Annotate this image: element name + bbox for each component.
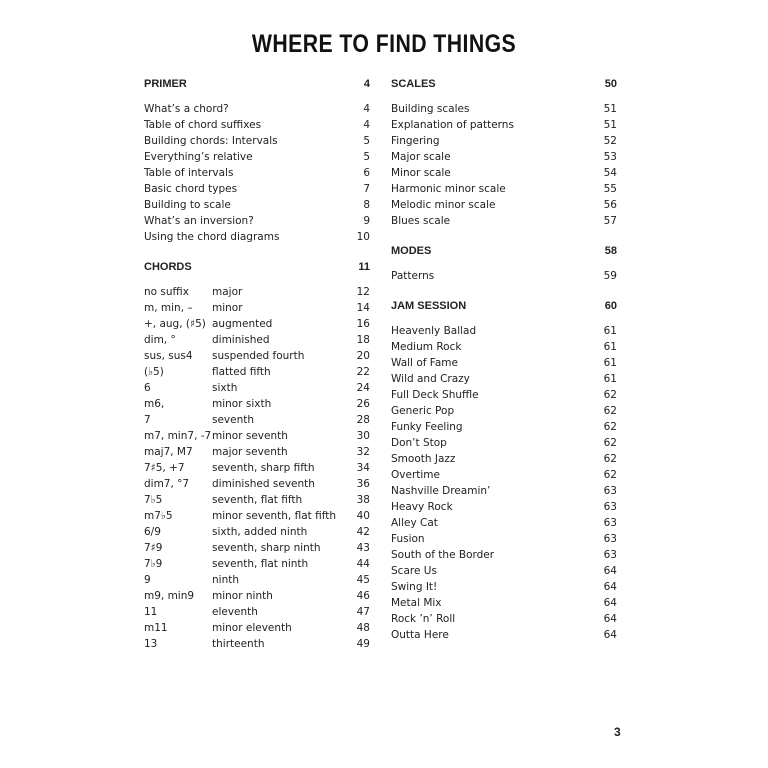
chord-entry: [144, 604, 370, 620]
toc-entry: [391, 595, 617, 611]
toc-entry: [144, 181, 370, 197]
chord-name: seventh, sharp ninth: [212, 542, 321, 554]
entry-label: Don’t Stop: [391, 437, 447, 449]
toc-entry: [144, 213, 370, 229]
chords-list: [144, 284, 370, 652]
entry-page: 48: [356, 622, 370, 634]
chord-suffix: dim, °: [144, 334, 176, 346]
entry-label: Major scale: [391, 151, 451, 163]
entry-label: Rock ’n’ Roll: [391, 613, 456, 625]
entry-label: Patterns: [391, 270, 435, 282]
entry-page: 63: [603, 533, 617, 545]
chord-entry: [144, 556, 370, 572]
entry-page: 54: [603, 167, 617, 179]
toc-entry: [391, 451, 617, 467]
entry-page: 18: [356, 334, 370, 346]
chord-entry: [144, 460, 370, 476]
entry-page: 7: [363, 183, 370, 195]
toc-entry: [391, 165, 617, 181]
chord-suffix: 7: [144, 414, 151, 426]
section-heading-primer: [144, 76, 370, 92]
chord-suffix: maj7, M7: [144, 446, 193, 458]
toc-entry: [391, 531, 617, 547]
entry-page: 62: [603, 469, 617, 481]
toc-entry: [391, 419, 617, 435]
section-title: CHORDS: [144, 261, 192, 273]
section-heading-jam-session: [391, 298, 617, 314]
chord-entry: [144, 348, 370, 364]
entry-page: 64: [603, 629, 617, 641]
section-page: 11: [358, 261, 370, 273]
chord-suffix: m, min, –: [144, 302, 193, 314]
toc-entry: [391, 403, 617, 419]
chord-entry: [144, 428, 370, 444]
section-heading-scales: [391, 76, 617, 92]
entry-page: 10: [356, 231, 370, 243]
chord-entry: [144, 572, 370, 588]
entry-label: Fusion: [391, 533, 425, 545]
entry-page: 64: [603, 581, 617, 593]
entry-label: Minor scale: [391, 167, 451, 179]
entry-label: What’s a chord?: [144, 103, 229, 115]
entry-label: Alley Cat: [391, 517, 438, 529]
entry-label: Generic Pop: [391, 405, 455, 417]
entry-label: Explanation of patterns: [391, 119, 514, 131]
entry-page: 51: [603, 103, 617, 115]
entry-page: 42: [356, 526, 370, 538]
toc-entry: [391, 133, 617, 149]
toc-entry: [391, 323, 617, 339]
toc-entry: [391, 149, 617, 165]
chord-entry: [144, 444, 370, 460]
chord-entry: [144, 492, 370, 508]
chord-suffix: 6: [144, 382, 151, 394]
entry-page: 20: [356, 350, 370, 362]
entry-label: Table of chord suffixes: [144, 119, 262, 131]
entry-label: Harmonic minor scale: [391, 183, 506, 195]
toc-entry: [391, 483, 617, 499]
chord-suffix: 7♭9: [144, 558, 163, 570]
toc-entry: [391, 435, 617, 451]
chord-suffix: m6,: [144, 398, 165, 410]
chord-name: major: [212, 286, 243, 298]
toc-entry: [391, 467, 617, 483]
chord-suffix: +, aug, (♯5): [144, 318, 206, 330]
entry-label: Smooth Jazz: [391, 453, 456, 465]
chord-name: thirteenth: [212, 638, 265, 650]
chord-entry: [144, 636, 370, 652]
entry-page: 63: [603, 517, 617, 529]
entry-label: Overtime: [391, 469, 440, 481]
chord-entry: [144, 332, 370, 348]
chord-name: minor: [212, 302, 243, 314]
chord-name: sixth: [212, 382, 238, 394]
entry-label: Medium Rock: [391, 341, 462, 353]
entry-page: 49: [356, 638, 370, 650]
jam-session-list: [391, 323, 617, 643]
chord-name: sixth, added ninth: [212, 526, 308, 538]
entry-label: South of the Border: [391, 549, 495, 561]
toc-entry: [391, 499, 617, 515]
chord-name: seventh: [212, 414, 255, 426]
chord-suffix: 9: [144, 574, 151, 586]
chord-suffix: m7♭5: [144, 510, 173, 522]
entry-label: Table of intervals: [144, 167, 234, 179]
toc-right-column: [391, 76, 617, 643]
chord-name: flatted fifth: [212, 366, 271, 378]
entry-page: 16: [356, 318, 370, 330]
entry-page: 38: [356, 494, 370, 506]
entry-page: 43: [356, 542, 370, 554]
entry-page: 61: [603, 357, 617, 369]
entry-label: Scare Us: [391, 565, 437, 577]
entry-label: Everything’s relative: [144, 151, 253, 163]
primer-list: [144, 101, 370, 245]
chord-suffix: 13: [144, 638, 158, 650]
entry-page: 40: [356, 510, 370, 522]
entry-page: 24: [356, 382, 370, 394]
entry-page: 36: [356, 478, 370, 490]
toc-entry: [391, 563, 617, 579]
chord-suffix: m11: [144, 622, 168, 634]
chord-name: suspended fourth: [212, 350, 305, 362]
entry-page: 64: [603, 565, 617, 577]
section-heading-chords: [144, 259, 370, 275]
entry-page: 32: [356, 446, 370, 458]
entry-page: 63: [603, 501, 617, 513]
toc-entry: [391, 547, 617, 563]
toc-entry: [144, 133, 370, 149]
entry-page: 57: [603, 215, 617, 227]
chord-name: minor seventh: [212, 430, 288, 442]
entry-label: Fingering: [391, 135, 440, 147]
chord-entry: [144, 508, 370, 524]
entry-page: 44: [356, 558, 370, 570]
chord-suffix: 7♯9: [144, 542, 163, 554]
chord-entry: [144, 412, 370, 428]
entry-label: Nashville Dreamin’: [391, 485, 491, 497]
entry-page: 47: [356, 606, 370, 618]
chord-suffix: 11: [144, 606, 158, 618]
entry-page: 59: [603, 270, 617, 282]
toc-entry: [144, 229, 370, 245]
toc-entry: [391, 371, 617, 387]
entry-page: 62: [603, 421, 617, 433]
toc-entry: [144, 149, 370, 165]
chord-suffix: 6/9: [144, 526, 161, 538]
toc-entry: [391, 213, 617, 229]
chord-entry: [144, 476, 370, 492]
entry-label: Swing It!: [391, 581, 438, 593]
chord-suffix: sus, sus4: [144, 350, 193, 362]
section-title: PRIMER: [144, 78, 187, 90]
toc-entry: [144, 101, 370, 117]
section-title: JAM SESSION: [391, 300, 467, 312]
scales-list: [391, 101, 617, 229]
entry-page: 12: [356, 286, 370, 298]
chord-entry: [144, 524, 370, 540]
toc-entry: [391, 181, 617, 197]
entry-page: 46: [356, 590, 370, 602]
chord-name: seventh, sharp fifth: [212, 462, 315, 474]
section-title: MODES: [391, 245, 432, 257]
toc-entry: [144, 117, 370, 133]
entry-page: 55: [603, 183, 617, 195]
section-page: 60: [604, 300, 617, 312]
entry-label: Heavy Rock: [391, 501, 453, 513]
chord-entry: [144, 540, 370, 556]
section-page: 50: [604, 78, 617, 90]
entry-label: Wild and Crazy: [391, 373, 470, 385]
chord-suffix: 7♭5: [144, 494, 163, 506]
chord-entry: [144, 364, 370, 380]
chord-entry: [144, 284, 370, 300]
entry-page: 62: [603, 453, 617, 465]
entry-page: 52: [603, 135, 617, 147]
entry-label: Funky Feeling: [391, 421, 463, 433]
chord-entry: [144, 380, 370, 396]
entry-label: Wall of Fame: [391, 357, 458, 369]
chord-name: augmented: [212, 318, 273, 330]
entry-label: Heavenly Ballad: [391, 325, 477, 337]
modes-list: [391, 268, 617, 284]
toc-entry: [391, 611, 617, 627]
chord-name: seventh, flat ninth: [212, 558, 309, 570]
entry-label: Using the chord diagrams: [144, 231, 280, 243]
entry-label: Building to scale: [144, 199, 231, 211]
entry-label: Outta Here: [391, 629, 449, 641]
entry-label: Blues scale: [391, 215, 451, 227]
entry-page: 61: [603, 325, 617, 337]
chord-suffix: m7, min7, -7: [144, 430, 212, 442]
entry-label: Basic chord types: [144, 183, 238, 195]
toc-left-column: [144, 76, 370, 652]
toc-entry: [391, 197, 617, 213]
entry-page: 45: [356, 574, 370, 586]
section-heading-modes: [391, 243, 617, 259]
chord-name: diminished: [212, 334, 270, 346]
chord-suffix: (♭5): [144, 366, 164, 378]
entry-page: 63: [603, 549, 617, 561]
entry-page: 61: [603, 373, 617, 385]
chord-suffix: no suffix: [144, 286, 189, 298]
toc-entry: [144, 165, 370, 181]
toc-entry: [391, 515, 617, 531]
entry-page: 26: [356, 398, 370, 410]
page-number: 3: [614, 725, 621, 739]
toc-entry: [391, 387, 617, 403]
chord-name: minor ninth: [212, 590, 273, 602]
chord-name: ninth: [212, 574, 239, 586]
chord-entry: [144, 316, 370, 332]
chord-suffix: 7♯5, +7: [144, 462, 185, 474]
toc-entry: [144, 197, 370, 213]
entry-page: 9: [363, 215, 370, 227]
entry-label: Building chords: Intervals: [144, 135, 278, 147]
entry-page: 5: [363, 135, 370, 147]
entry-page: 22: [356, 366, 370, 378]
page-title: WHERE TO FIND THINGS: [251, 30, 517, 58]
entry-page: 5: [363, 151, 370, 163]
entry-page: 63: [603, 485, 617, 497]
entry-page: 62: [603, 405, 617, 417]
toc-entry: [391, 579, 617, 595]
chord-suffix: m9, min9: [144, 590, 195, 602]
entry-page: 62: [603, 389, 617, 401]
entry-page: 6: [363, 167, 370, 179]
toc-entry: [391, 101, 617, 117]
entry-page: 4: [363, 119, 370, 131]
entry-page: 51: [603, 119, 617, 131]
entry-page: 30: [356, 430, 370, 442]
toc-entry: [391, 627, 617, 643]
chord-suffix: dim7, °7: [144, 478, 190, 490]
chord-name: major seventh: [212, 446, 288, 458]
chord-name: seventh, flat fifth: [212, 494, 303, 506]
entry-label: Metal Mix: [391, 597, 442, 609]
toc-entry: [391, 339, 617, 355]
toc-entry: [391, 355, 617, 371]
entry-page: 64: [603, 613, 617, 625]
section-page: 4: [363, 78, 370, 90]
chord-entry: [144, 620, 370, 636]
chord-name: minor sixth: [212, 398, 272, 410]
entry-label: Full Deck Shuffle: [391, 389, 479, 401]
entry-page: 62: [603, 437, 617, 449]
entry-page: 8: [363, 199, 370, 211]
entry-page: 4: [363, 103, 370, 115]
chord-entry: [144, 588, 370, 604]
entry-label: What’s an inversion?: [144, 215, 254, 227]
entry-page: 53: [603, 151, 617, 163]
entry-page: 28: [356, 414, 370, 426]
chord-name: eleventh: [212, 606, 258, 618]
entry-page: 56: [603, 199, 617, 211]
toc-entry: [391, 268, 617, 284]
section-title: SCALES: [391, 78, 436, 90]
entry-label: Melodic minor scale: [391, 199, 496, 211]
entry-page: 64: [603, 597, 617, 609]
entry-page: 14: [356, 302, 370, 314]
entry-page: 61: [603, 341, 617, 353]
toc-entry: [391, 117, 617, 133]
entry-label: Building scales: [391, 103, 470, 115]
chord-name: diminished seventh: [212, 478, 315, 490]
chord-name: minor eleventh: [212, 622, 292, 634]
section-page: 58: [604, 245, 617, 257]
chord-entry: [144, 300, 370, 316]
entry-page: 34: [356, 462, 370, 474]
chord-entry: [144, 396, 370, 412]
chord-name: minor seventh, flat fifth: [212, 510, 336, 522]
